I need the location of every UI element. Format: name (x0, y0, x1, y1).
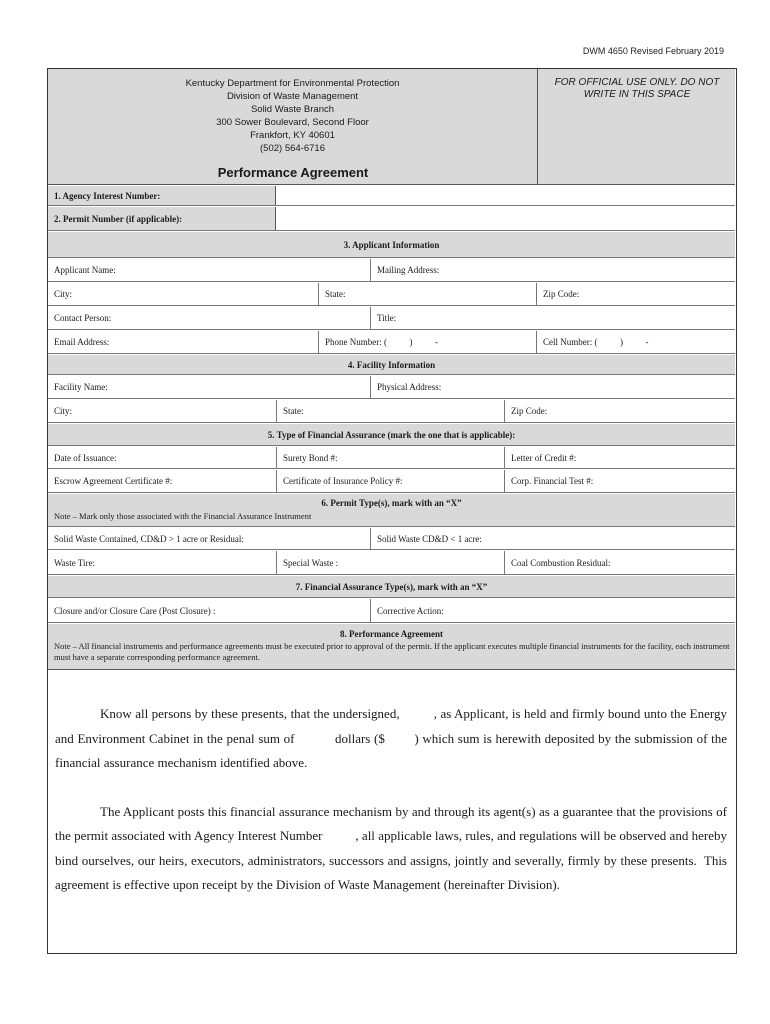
facility-city-field[interactable]: City: (54, 406, 73, 416)
applicant-zip-field[interactable]: Zip Code: (536, 283, 735, 305)
date-issuance-field[interactable]: Date of Issuance: (54, 452, 117, 463)
permit-types-note: Note – Mark only those associated with the Financial Assurance Instrument (54, 511, 312, 521)
facility-zip-field[interactable]: Zip Code: (504, 400, 735, 422)
permit-number-row (48, 207, 735, 231)
contact-title-field[interactable]: Title: (370, 307, 735, 329)
fa-types-row (48, 599, 735, 623)
applicant-state-field[interactable]: State: (318, 283, 536, 305)
performance-title: 8. Performance Agreement (339, 629, 444, 639)
facility-row-2 (48, 400, 735, 423)
agreement-paragraph-1: Know all persons by these presents, that the undersigned, , as Applicant, is held and firmly bound unto the Energy and Environment Cabinet in the penal sum of dollars ($ ) which sum is herewith deposited by the submission of the financial assurance mechanism identified above. (55, 706, 731, 770)
closure-field[interactable]: Closure and/or Closure Care (Post Closure) : (54, 605, 216, 616)
fa-types-header (48, 576, 735, 598)
physical-address-field[interactable]: Physical Address: (370, 376, 735, 398)
surety-bond-field[interactable]: Surety Bond #: (276, 447, 504, 468)
page-title: Performance Agreement (217, 165, 369, 180)
facility-row-1 (48, 376, 735, 399)
applicant-section-header (48, 232, 735, 258)
permit-number-label: 2. Permit Number (if applicable): (48, 207, 276, 230)
financial-assurance-row-2 (48, 470, 735, 493)
agreement-paragraph-2: The Applicant posts this financial assurance mechanism by and through its agent(s) as a guarantee that the provisions of the permit associated with Agency Interest Number , all applicable laws, rules, and regulations will be observed and hereby bind ourselves, our heirs, executors, administrators, successors and assigns, jointly and severally, firmly by these presents. This agreement is effective upon receipt by the Division of Waste Management (hereinafter Division). (55, 803, 731, 892)
agreement-text (55, 702, 731, 922)
letter-credit-field[interactable]: Letter of Credit #: (504, 447, 735, 468)
financial-assurance-title: 5. Type of Financial Assurance (mark the one that is applicable): (267, 429, 516, 440)
escrow-field[interactable]: Escrow Agreement Certificate #: (54, 476, 173, 486)
insurance-field[interactable]: Certificate of Insurance Policy #: (276, 470, 504, 492)
facility-section-header (48, 355, 735, 375)
financial-assurance-row-1 (48, 447, 735, 469)
applicant-row-1 (48, 259, 735, 282)
applicant-section-title: 3. Applicant Information (343, 239, 440, 250)
applicant-name-field[interactable]: Applicant Name: (54, 265, 116, 275)
permit-number-field[interactable] (276, 207, 735, 230)
mailing-address-field[interactable]: Mailing Address: (370, 259, 735, 281)
cell-field[interactable]: Cell Number: ( ) - (536, 331, 735, 353)
agency-line: Frankfort, KY 40601 (250, 130, 335, 141)
waste-tire-field[interactable]: Waste Tire: (54, 557, 96, 568)
permit-types-title: 6. Permit Type(s), mark with an “X” (321, 498, 462, 508)
agency-line: Division of Waste Management (226, 91, 359, 102)
agency-line: 300 Sower Boulevard, Second Floor (216, 117, 369, 128)
form-id: DWM 4650 Revised February 2019 (582, 46, 724, 56)
agency-interest-row (48, 186, 735, 206)
agency-line: Solid Waste Branch (250, 104, 335, 115)
applicant-row-2 (48, 283, 735, 306)
performance-note: Note – All financial instruments and performance agreements must be executed prior to approval of the permit. If the applicant executes multiple financial instruments for the facility, each instrument must have a separate corresponding performance agreement. (54, 641, 730, 662)
special-waste-field[interactable]: Special Waste : (276, 551, 504, 574)
applicant-city-field[interactable]: City: (54, 289, 73, 299)
agency-interest-label: 1. Agency Interest Number: (48, 186, 276, 205)
financial-assurance-header (48, 424, 735, 446)
cdd-small-field[interactable]: Solid Waste CD&D < 1 acre: (370, 528, 735, 549)
agency-interest-field[interactable] (276, 186, 735, 205)
applicant-row-3 (48, 307, 735, 330)
permit-types-row-1 (48, 528, 735, 550)
official-use-box: FOR OFFICIAL USE ONLY. DO NOT WRITE IN THIS SPACE (554, 77, 720, 100)
permit-types-header (48, 494, 735, 527)
permit-types-row-2 (48, 551, 735, 575)
facility-section-title: 4. Facility Information (347, 359, 436, 370)
contact-person-field[interactable]: Contact Person: (54, 313, 112, 323)
corrective-field[interactable]: Corrective Action: (370, 599, 735, 622)
form-header (48, 69, 735, 185)
facility-state-field[interactable]: State: (276, 400, 504, 422)
phone-field[interactable]: Phone Number: ( ) - (318, 331, 536, 353)
fa-types-title: 7. Financial Assurance Type(s), mark with an “X” (295, 581, 488, 592)
corp-test-field[interactable]: Corp. Financial Test #: (504, 470, 735, 492)
facility-name-field[interactable]: Facility Name: (54, 382, 108, 392)
agency-line: Kentucky Department for Environmental Protection (185, 78, 400, 89)
applicant-row-4 (48, 331, 735, 354)
coal-field[interactable]: Coal Combustion Residual: (504, 551, 735, 574)
email-field[interactable]: Email Address: (54, 337, 110, 347)
performance-header (48, 624, 735, 670)
contained-field[interactable]: Solid Waste Contained, CD&D > 1 acre or Residual: (54, 533, 244, 544)
agency-line: (502) 564-6716 (260, 143, 325, 154)
